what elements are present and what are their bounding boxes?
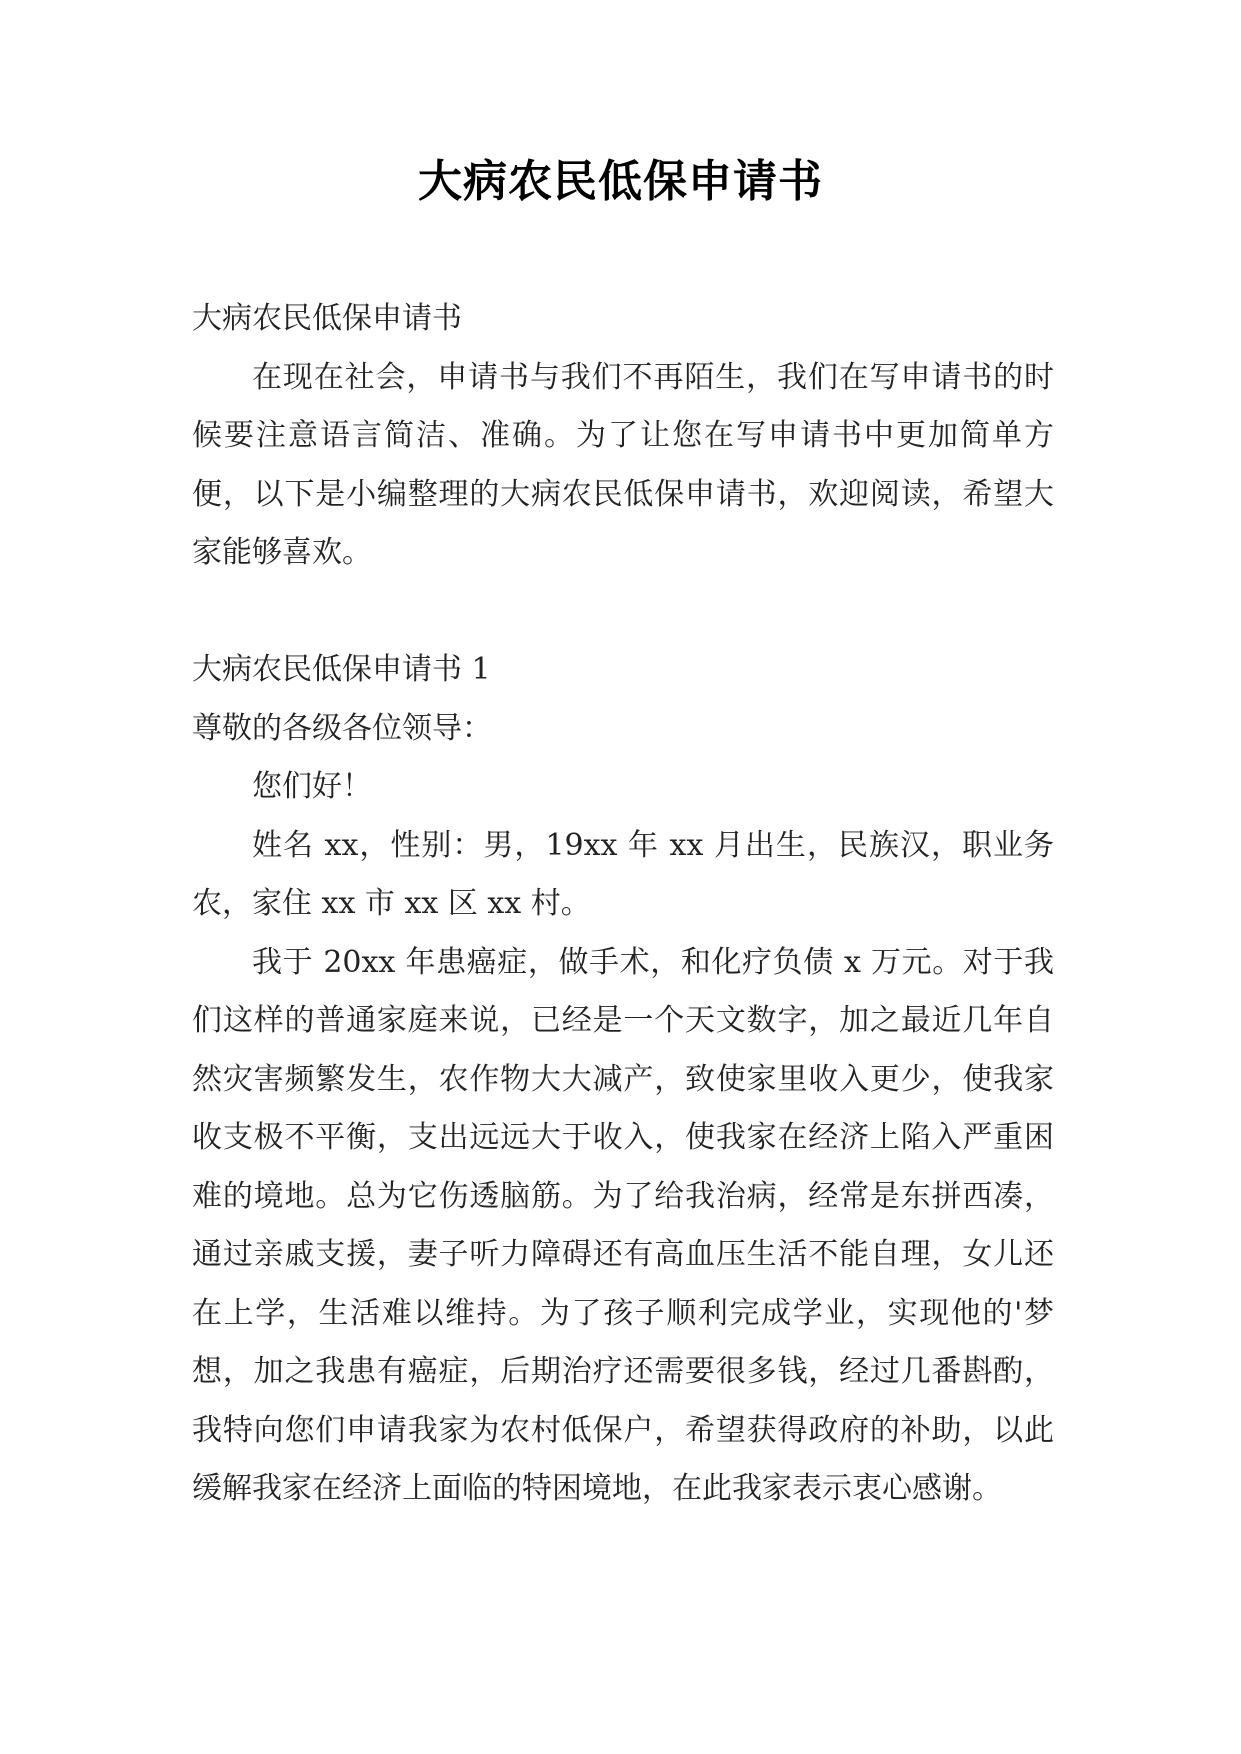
intro-paragraph: 在现在社会，申请书与我们不再陌生，我们在写申请书的时候要注意语言简洁、准确。为了让您在写申请书中更加简单方便，以下是小编整理的大病农民低保申请书，欢迎阅读，希望大家能够喜欢。 [192, 359, 1054, 570]
greeting: 您们好！ [252, 769, 372, 804]
body-paragraph: 我于 20xx 年患癌症，做手术，和化疗负债 x 万元。对于我们这样的普通家庭来说，已经是一个天文数字，加之最近几年自然灾害频繁发生，农作物大大减产，致使家里收入更少，使我家收支极不平衡，支出远远大于收入，使我家在经济上陷入严重困难的境地。总为它伤透脑筋。为了给我治病，经常是东拼西凑，通过亲戚支援，妻子听力障碍还有高血压生活不能自理，女儿还在上学，生活难以维持。为了孩子顺利完成学业，实现他的'梦想，加之我患有癌症，后期治疗还需要很多钱，经过几番斟酌，我特向您们申请我家为农村低保户，希望获得政府的补助，以此缓解我家在经济上面临的特困境地，在此我家表示衷心感谢。 [192, 944, 1054, 1506]
section-heading: 大病农民低保申请书 1 [192, 652, 491, 687]
document-title: 大病农民低保申请书 [418, 156, 823, 207]
salutation: 尊敬的各级各位领导： [192, 710, 492, 746]
personal-info-paragraph: 姓名 xx，性别：男，19xx 年 xx 月出生，民族汉，职业务农，家住 xx 市 xx 区 xx 村。 [192, 827, 1054, 921]
section-heading: 大病农民低保申请书 [192, 301, 462, 336]
document-body [192, 290, 1054, 1519]
